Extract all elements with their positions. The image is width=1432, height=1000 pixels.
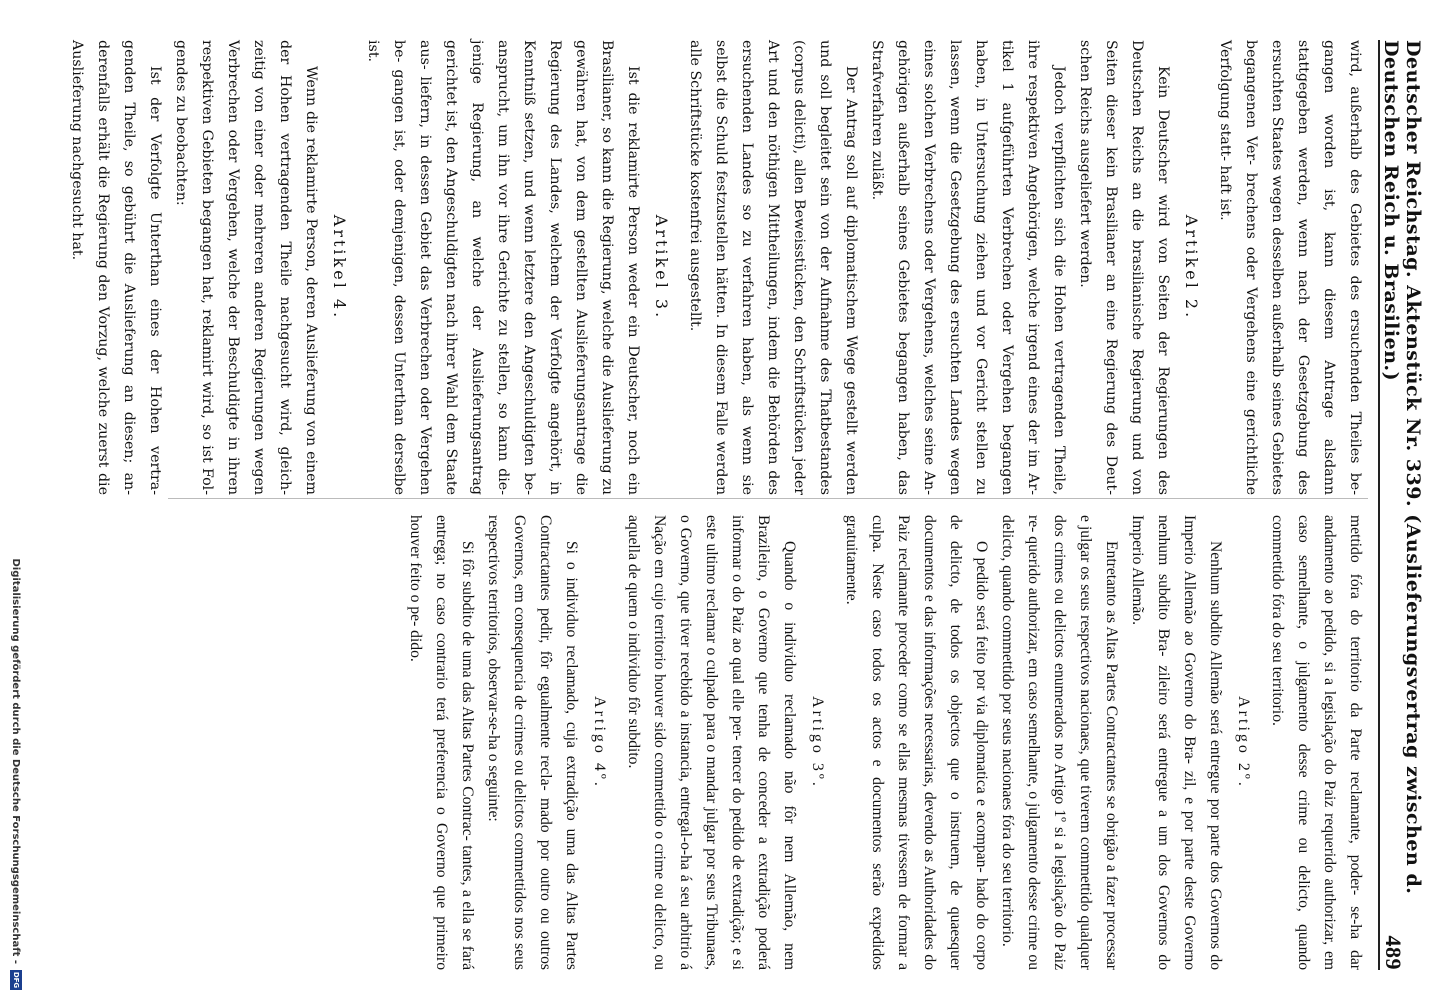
german-article-4-para-2: Ist der Verfolgte Unterthan eines der Hohen vertra- genden Theile, so gebührt die Auslieferung an diesen; an- derenfalls erhält die Regierung den Vorzug, welche zuerst die Auslieferung nachgesucht hat. [69, 40, 163, 495]
german-article-2-title: Artikel 2. [1182, 214, 1201, 321]
column-divider [168, 498, 1368, 499]
digitization-footer [6, 0, 26, 1000]
german-article-4-title: Artikel 4. [330, 214, 349, 321]
portuguese-article-3-title: Artigo 3º. [809, 696, 826, 789]
german-article-2-para-1: Kein Deutscher wird von Seiten der Regierungen des Deutschen Reichs an die brasilianische Regierung und von Seiten dieser kein Brasilianer an eine Regierung des Deut- schen Reichs ausgeliefert werden. [1077, 40, 1171, 495]
portuguese-article-2-para-2: Entretanto as Altas Partes Contractantes se obrigão a fazer processar e julgar os seus respectivos nacionaes, que tiverem commettido qualquer dos crimes ou delictos enumerados no Artigo 1º si a legislação do Paiz re- querido authorizar, em caso semelhante, o julgamento desse crime ou delicto, quando commettido por seus nacionaes fóra do seu territorio. [999, 515, 1120, 970]
german-article-2-para-2: Jedoch verpflichten sich die Hohen vertragenden Theile, ihre respektiven Angehörigen, welche irgend eines der im Ar- tikel 1 aufgeführten Verbrechen oder Vergehen begangen haben, in Untersuchung ziehen und vor Gericht stellen zu lassen, wenn die Gesetzgebung des ersuchten Landes wegen eines solchen Verbrechens oder Vergehens, welches seine An- gehörigen außerhalb seines Gebietes begangen haben, das Strafverfahren zuläßt. [869, 40, 1067, 495]
german-article-2-para-3: Der Antrag soll auf diplomatischem Wege gestellt werden und soll begleitet sein von der Aufnahme des Thatbestandes (corpus delicti), allen Beweisstücken, den Schriftstücken jeder Art und den nöthigen Mittheilungen, indem die Behörden des ersuchenden Landes so zu verfahren haben, als wenn sie selbst die Schuld festzustellen hätten. In diesem Falle werden alle Schriftstücke kostenfrei ausgestellt. [687, 40, 859, 495]
portuguese-article-4-title: Artigo 4º. [591, 696, 608, 789]
portuguese-article-2-title: Artigo 2º. [1235, 696, 1252, 789]
german-article-3-para-1: Ist die reklamirte Person weder ein Deutscher, noch ein Brasilianer, so kann die Regierung, welche die Auslieferung zu gewähren hat, von dem gestellten Auslieferungsantrage die Regierung des Landes, welchem der Verfolgte angehört, in Kenntniß setzen, und wenn letztere den Angeschuldigten be- ansprucht, um ihn vor ihre Gerichte zu stellen, so kann die- jenige Regierung, an welche der Auslieferungsantrag gerichtet ist, den Angeschuldigten nach ihrer Wahl dem Staate aus- liefern, in dessen Gebiet das Verbrechen oder Vergehen be- gangen ist, oder demjenigen, dessen Unterthan derselbe ist. [365, 40, 641, 495]
portuguese-article-2-para-3: O pedido será feito por via diplomatica e acompan- hado do corpo de delicto, de todos os objectos que o instruem, de quaesquer documentos e das informações necessarias, devendo as Authoridades do Paiz reclamante proceder como se ellas mesmas tivessem de formar a culpa. Neste caso todos os actos e documentos serão expedidos gratuitamente. [843, 515, 990, 970]
dfg-logo-icon: DFG [12, 971, 20, 989]
german-intro: wird, außerhalb des Gebietes des ersuchenden Theiles be- gangen worden ist, kann diesem Antrage alsdann stattgegeben werden, wenn nach der Gesetzgebung des ersuchten Staates wegen desselben außerhalb seines Gebietes begangenen Ver- brechens oder Vergehens eine gerichtliche Verfolgung statt- haft ist. [1217, 40, 1363, 495]
page-header [1378, 40, 1424, 970]
german-article-3-title: Artikel 3. [652, 214, 671, 321]
running-title: Deutscher Reichstag. Aktenstück Nr. 339. (Auslieferungsvertrag zwischen d. Deutschen Reich u. Brasilien.) [1380, 40, 1424, 895]
portuguese-intro: mettido fóra do territorio da Parte reclamante, poder- se-ha dar andamento ao pedido, si a legislação do Paiz requerido authorizar, em caso semelhante, o julgamento desse crime ou delicto, quando commettido fóra do seu territorio. [1269, 515, 1364, 970]
portuguese-article-2-para-1: Nenhum subdito Allemão será entregue por parte dos Governos do Imperio Allemão ao Governo do Bra- zil, e por parte deste Governo nenhum subdito Bra- zileiro será entregue a um dos Governos do Imperio Allemão. [1129, 515, 1224, 970]
page-number: 489 [1381, 935, 1406, 970]
german-column [69, 40, 1368, 495]
portuguese-article-4-para-1: Si o individuo reclamado, cuja extradição uma das Altas Partes Contractantes pedir, fôr egualmente recla- mado por outro ou outros Governos, em consequencia de crimes ou delictos commettidos nos seus respectivos territorios, observar-se-ha o seguinte: [485, 515, 580, 970]
portuguese-article-3-para-1: Quando o individuo reclamado não fôr nem Allemão, nem Brazileiro, o Governo que tenha de conceder a extradição poderá informar o do Paiz ao qual elle per- tencer do pedido de extradição; e si este ultimo reclamar o culpado para o mandar julgar por seus Tribunaes, o Governo, que tiver recebido a instancia, entregal-o-ha á seu arbitrio á Nação em cujo territorio houver sido commettido o crime ou delicto, ou aquella de quem o individuo fôr subdito. [625, 515, 798, 970]
german-article-4-para-1: Wenn die reklamirte Person, deren Auslieferung von einem der Hohen vertragenden Theile nachgesucht wird, gleich- zeitig von einer oder mehreren anderen Regierungen wegen Verbrechen oder Vergehen, welche der Beschuldigte in ihren respektiven Gebieten begangen hat, reklamirt wird, so ist Fol- gendes zu beobachten: [173, 40, 319, 495]
portuguese-article-4-para-2: Si fôr subdito de uma das Altas Partes Contrac- tantes, a ella se fará entrega; no caso contrario terá preferencia o Governo que primeiro houver feito o pe- dido. [407, 515, 476, 970]
portuguese-column [138, 515, 1368, 970]
digitization-credit: Digitalisierung gefördert durch die Deutsche Forschungsgemeinschaft - [10, 558, 22, 964]
